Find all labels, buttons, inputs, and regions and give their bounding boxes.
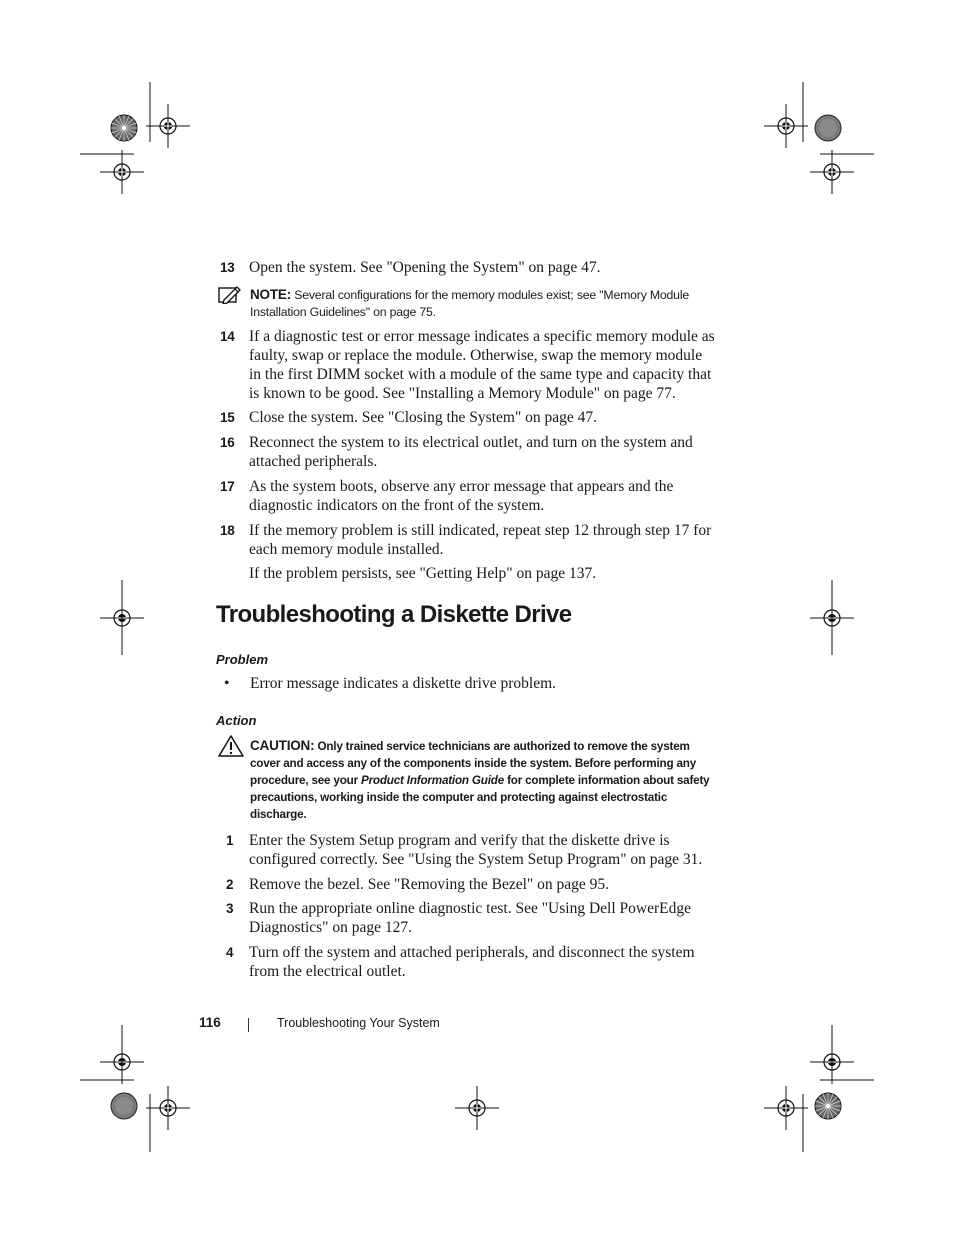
step-number: 16	[220, 435, 235, 450]
caution-text-after: for complete information about safety precautions, working inside the computer and protecting against electrostatic discharge.	[250, 774, 710, 821]
step-text: Open the system. See "Opening the System" on page 47.	[249, 259, 601, 276]
step-text: Turn off the system and attached peripherals, and disconnect the system from the electrical outlet.	[249, 944, 695, 980]
caution-italic-title: Product Information Guide	[360, 774, 505, 787]
pencil-note-icon	[218, 286, 242, 309]
step-14	[216, 327, 716, 403]
page-number: 116	[199, 1015, 221, 1030]
footer-chapter-title: Troubleshooting Your System	[277, 1016, 440, 1030]
step-text: As the system boots, observe any error message that appears and the diagnostic indicators on the front of the system.	[249, 478, 674, 514]
step-number: 15	[220, 410, 235, 425]
step-text: Run the appropriate online diagnostic test. See "Using Dell PowerEdge Diagnostics" on page 127.	[249, 900, 691, 936]
bullet-icon: •	[224, 675, 230, 692]
step-text: Reconnect the system to its electrical outlet, and turn on the system and attached peripherals.	[249, 434, 693, 470]
action-step-3	[216, 899, 716, 937]
step-number: 1	[226, 833, 234, 848]
step-number: 14	[220, 329, 235, 344]
action-step-1	[216, 831, 716, 869]
problem-heading: Problem	[216, 652, 269, 667]
action-step-2	[216, 875, 716, 894]
persist-text: If the problem persists, see "Getting Help" on page 137.	[249, 565, 597, 582]
step-number: 2	[226, 877, 234, 892]
section-title: Troubleshooting a Diskette Drive	[216, 601, 572, 628]
problem-bullet-text: Error message indicates a diskette drive problem.	[250, 675, 557, 692]
caution-text-before: Only trained service technicians are authorized to remove the system cover and access any of the components inside the system. Before performing any procedure, see your	[250, 740, 696, 787]
step-16	[216, 433, 716, 471]
step-text: Remove the bezel. See "Removing the Bezel" on page 95.	[249, 876, 610, 893]
step-number: 3	[226, 901, 234, 916]
step-number: 17	[220, 479, 235, 494]
step-18	[216, 521, 716, 559]
action-heading: Action	[216, 713, 257, 728]
action-step-4	[216, 943, 716, 981]
step-text: Close the system. See "Closing the System" on page 47.	[249, 409, 598, 426]
step-text: If the memory problem is still indicated, repeat step 12 through step 17 for each memory module installed.	[249, 522, 712, 558]
note-text: Several configurations for the memory modules exist; see "Memory Module Installation Guidelines" on page 75.	[250, 288, 689, 319]
step-13	[216, 258, 716, 277]
warning-triangle-icon	[218, 735, 244, 762]
footer-divider	[248, 1018, 249, 1032]
caution-label: CAUTION:	[250, 738, 315, 753]
step-number: 18	[220, 523, 235, 538]
note-label: NOTE:	[250, 287, 291, 302]
step-text: If a diagnostic test or error message indicates a specific memory module as faulty, swap or replace the module. Otherwise, swap the memory module in the first DIMM socket with a module of the same type and capacity that is known to be good. See "Installing a Memory Module" on page 77.	[249, 328, 715, 402]
step-text: Enter the System Setup program and verify that the diskette drive is configured correctly. See "Using the System Setup Program" on page 31.	[249, 832, 703, 868]
step-number: 13	[220, 260, 235, 275]
persist-paragraph	[216, 564, 716, 583]
note-block	[216, 286, 716, 321]
step-17	[216, 477, 716, 515]
step-number: 4	[226, 945, 234, 960]
caution-block	[216, 737, 716, 823]
step-15	[216, 408, 716, 427]
